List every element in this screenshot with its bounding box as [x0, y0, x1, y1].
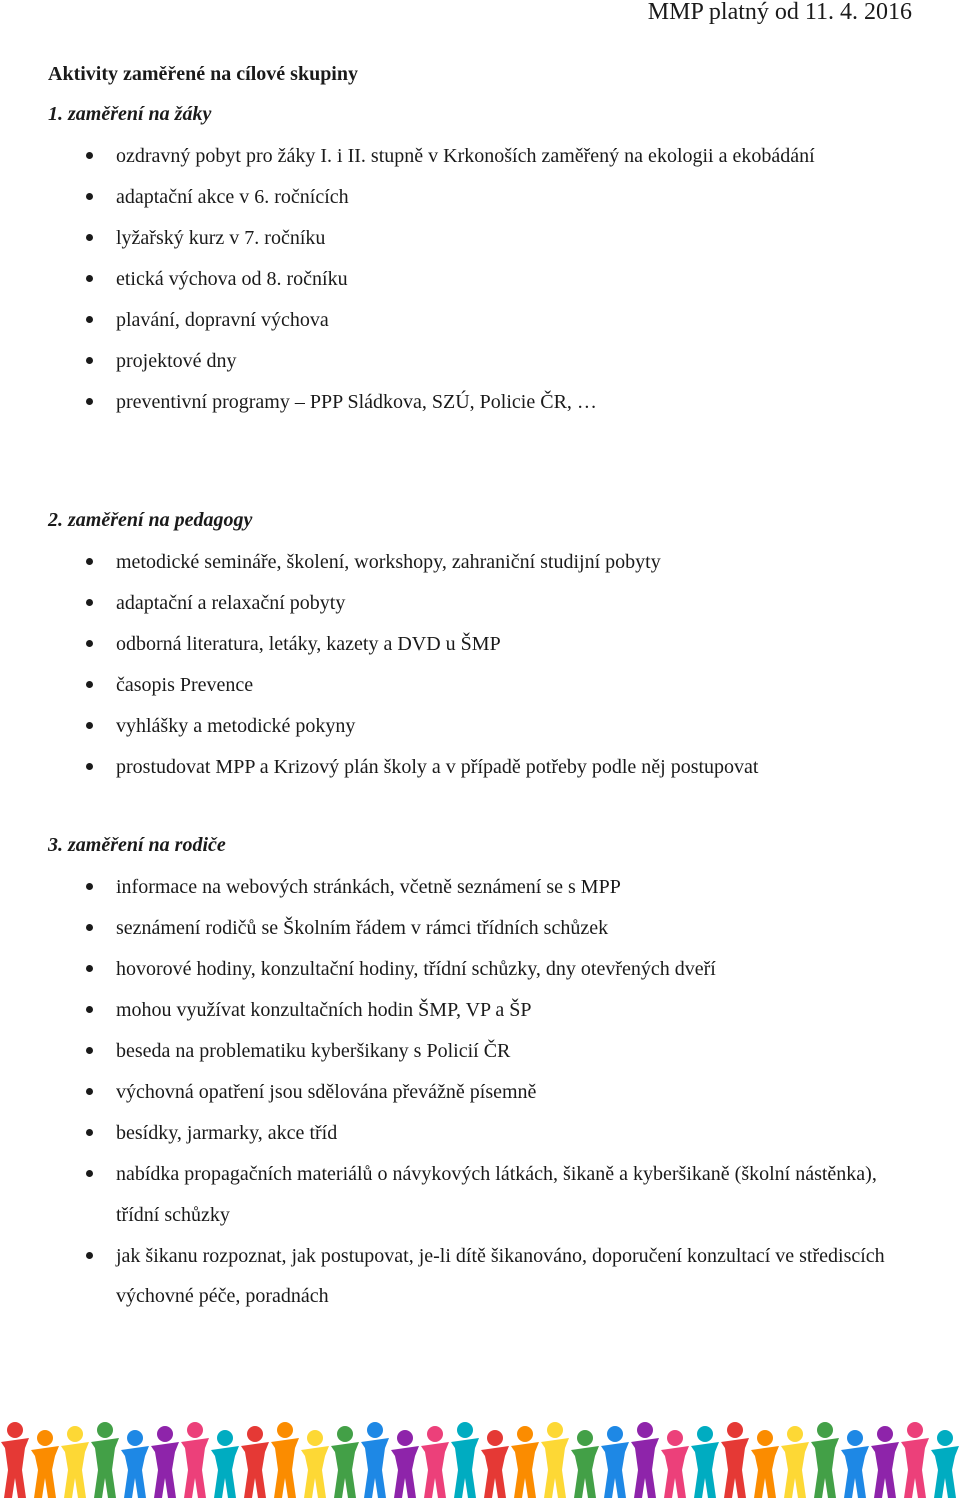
child-figure-icon — [691, 1426, 719, 1498]
child-figure-icon — [31, 1430, 59, 1498]
section-heading-pupils: 1. zaměření na žáky — [48, 103, 212, 125]
list-teachers — [0, 542, 960, 788]
list-item: hovorové hodiny, konzultační hodiny, třídní schůzky, dny otevřených dveří — [0, 949, 960, 990]
list-item: lyžařský kurz v 7. ročníku — [0, 218, 960, 259]
list-item: vyhlášky a metodické pokyny — [0, 706, 960, 747]
child-figure-icon — [1, 1422, 29, 1498]
child-figure-icon — [871, 1426, 899, 1498]
list-parents — [0, 867, 960, 1317]
list-item: etická výchova od 8. ročníku — [0, 259, 960, 300]
child-figure-icon — [781, 1426, 809, 1498]
child-figure-icon — [931, 1430, 959, 1498]
list-item: nabídka propagačních materiálů o návykových látkách, šikaně a kyberšikaně (školní nástěnka), třídní schůzky — [0, 1154, 960, 1235]
list-item: jak šikanu rozpoznat, jak postupovat, je-li dítě šikanováno, doporučení konzultací ve střediscích výchovné péče, poradnách — [0, 1236, 960, 1317]
section-heading-parents: 3. zaměření na rodiče — [48, 834, 226, 856]
child-figure-icon — [451, 1422, 479, 1498]
child-figure-icon — [631, 1422, 659, 1498]
list-item: beseda na problematiku kyberšikany s Policií ČR — [0, 1031, 960, 1072]
section-heading-teachers: 2. zaměření na pedagogy — [48, 509, 253, 531]
child-figure-icon — [91, 1422, 119, 1498]
list-item: besídky, jarmarky, akce tříd — [0, 1113, 960, 1154]
list-item: preventivní programy – PPP Sládkova, SZÚ, Policie ČR, … — [0, 382, 960, 423]
child-figure-icon — [421, 1426, 449, 1498]
list-item: odborná literatura, letáky, kazety a DVD u ŠMP — [0, 624, 960, 665]
child-figure-icon — [301, 1430, 329, 1498]
child-figure-icon — [121, 1430, 149, 1498]
child-figure-icon — [391, 1430, 419, 1498]
child-figure-icon — [241, 1426, 269, 1498]
child-figure-icon — [541, 1422, 569, 1498]
list-item: prostudovat MPP a Krizový plán školy a v případě potřeby podle něj postupovat — [0, 747, 960, 788]
child-figure-icon — [901, 1422, 929, 1498]
child-figure-icon — [601, 1426, 629, 1498]
list-item: časopis Prevence — [0, 665, 960, 706]
list-item: výchovná opatření jsou sdělována převážně písemně — [0, 1072, 960, 1113]
child-figure-icon — [811, 1422, 839, 1498]
child-figure-icon — [271, 1422, 299, 1498]
child-figure-icon — [361, 1422, 389, 1498]
list-item: informace na webových stránkách, včetně seznámení se s MPP — [0, 867, 960, 908]
list-item: mohou využívat konzultačních hodin ŠMP, VP a ŠP — [0, 990, 960, 1031]
page-title: Aktivity zaměřené na cílové skupiny — [48, 63, 358, 85]
child-figure-icon — [181, 1422, 209, 1498]
list-item: ozdravný pobyt pro žáky I. i II. stupně v Krkonoších zaměřený na ekologii a ekobádání — [0, 136, 960, 177]
child-figure-icon — [331, 1426, 359, 1498]
child-figure-icon — [61, 1426, 89, 1498]
list-item: adaptační akce v 6. ročnících — [0, 177, 960, 218]
list-pupils — [0, 136, 960, 423]
child-figure-icon — [721, 1422, 749, 1498]
page-header: MMP platný od 11. 4. 2016 — [647, 0, 912, 25]
child-figure-icon — [481, 1430, 509, 1498]
child-figure-icon — [841, 1430, 869, 1498]
child-figure-icon — [211, 1430, 239, 1498]
child-figure-icon — [661, 1430, 689, 1498]
list-item: projektové dny — [0, 341, 960, 382]
list-item: plavání, dopravní výchova — [0, 300, 960, 341]
list-item: seznámení rodičů se Školním řádem v rámci třídních schůzek — [0, 908, 960, 949]
list-item: adaptační a relaxační pobyty — [0, 583, 960, 624]
child-figure-icon — [151, 1426, 179, 1498]
children-figures-banner — [0, 1420, 960, 1501]
child-figure-icon — [571, 1430, 599, 1498]
child-figure-icon — [511, 1426, 539, 1498]
list-item: metodické semináře, školení, workshopy, zahraniční studijní pobyty — [0, 542, 960, 583]
child-figure-icon — [751, 1430, 779, 1498]
